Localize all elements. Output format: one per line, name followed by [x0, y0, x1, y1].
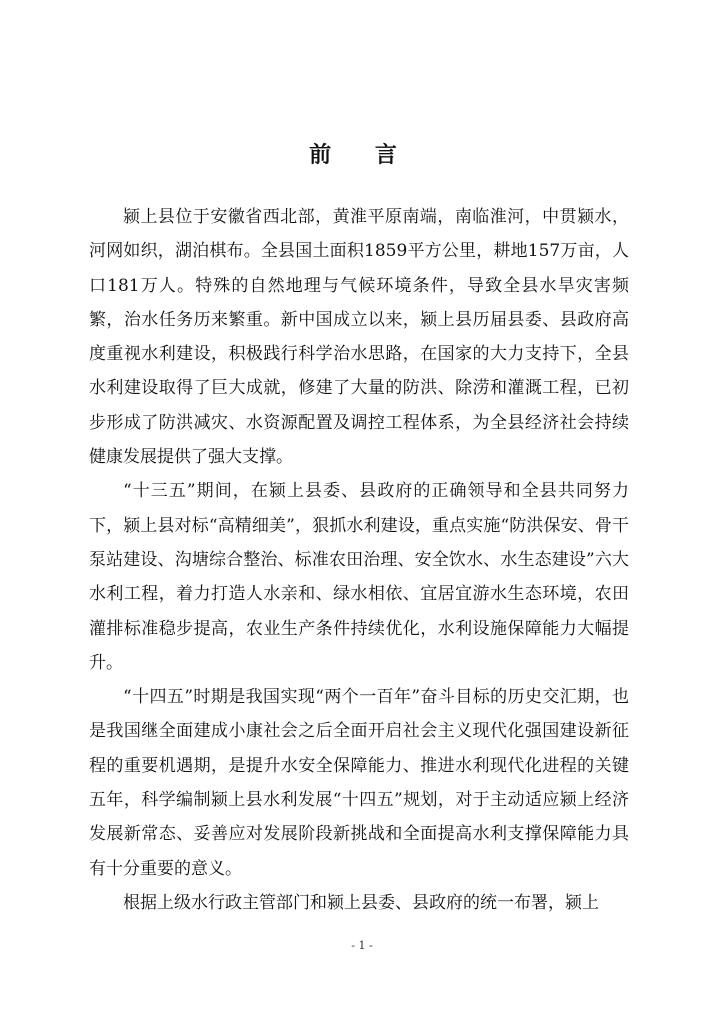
paragraph-deployment: 根据上级水行政主管部门和颍上县委、县政府的统一布署，颍上: [123, 892, 599, 913]
page-title: 前 言: [309, 142, 415, 168]
paragraph-14th-five-year: “十四五”时期是我国实现“两个一百年”奋斗目标的历史交汇期，也是我国继全面建成小康社会之后全面开启社会主义现代化强国建设新征程的重要机遇期，是提升水安全保障能力、推进水利现代化进程的关键五年，科学编制颍上县水利发展“十四五”规划，对于主动适应颍上经济发展新常态、妥善应对发展阶段新挑战和全面提高水利支撑保障能力具有十分重要的意义。: [89, 687, 629, 879]
document-body: [89, 200, 629, 920]
page-number: - 1 -: [351, 939, 373, 952]
paragraph-intro: 颍上县位于安徽省西北部，黄淮平原南端，南临淮河，中贯颍水，河网如织，湖泊棋布。全县国土面积1859平方公里，耕地157万亩，人口181万人。特殊的自然地理与气候环境条件，导致全县水旱灾害频繁，治水任务历来繁重。新中国成立以来，颍上县历届县委、县政府高度重视水利建设，积极践行科学治水思路，在国家的大力支持下，全县水利建设取得了巨大成就，修建了大量的防洪、除涝和灌溉工程，已初步形成了防洪减灾、水资源配置及调控工程体系，为全县经济社会持续健康发展提供了强大支撑。: [89, 207, 629, 468]
paragraph-13th-five-year: “十三五”期间，在颍上县委、县政府的正确领导和全县共同努力下，颍上县对标“高精细美”，狠抓水利建设，重点实施“防洪保安、骨干泵站建设、沟塘综合整治、标准农田治理、安全饮水、水生态建设”六大水利工程，着力打造人水亲和、绿水相依、宜居宜游水生态环境，农田灌排标准稳步提高，农业生产条件持续优化，水利设施保障能力大幅提升。: [89, 481, 629, 673]
